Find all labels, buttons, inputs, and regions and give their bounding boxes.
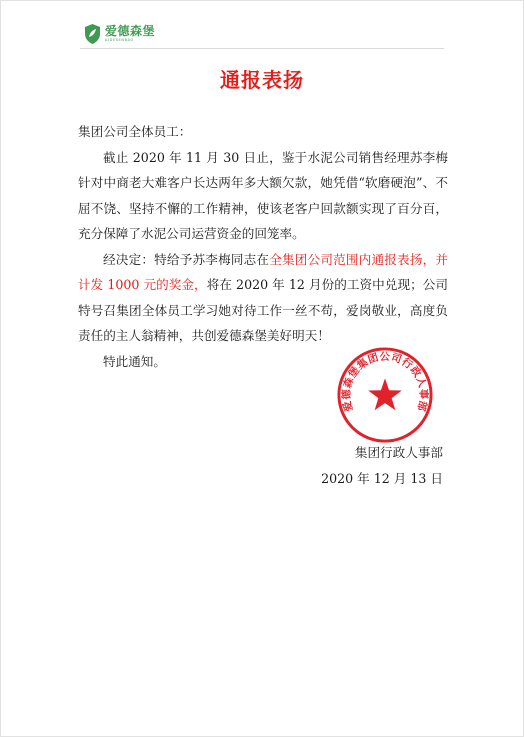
logo-name: 爱德森堡: [105, 24, 156, 39]
salutation: 集团公司全体员工：: [78, 124, 192, 139]
paragraph-1: 截止 2020 年 11 月 30 日止，鉴于水泥公司销售经理苏李梅针对中商老大难客户长达两年多大额欠款，她凭借“软磨硬泡”、不屈不饶、坚持不懈的工作精神，使该老客户回款额实现了百分百，充分保障了水泥公司运营资金的回笼率。: [78, 149, 448, 241]
issuing-department: 集团行政人事部: [354, 445, 443, 460]
issue-date: 2020 年 12 月 13 日: [321, 471, 443, 486]
official-seal-stamp: [336, 346, 434, 444]
paragraph-2-lead: 经决定：特给予苏李梅同志在: [103, 251, 270, 267]
svg-text:爱德森堡集团公司行政人事部: 爱德森堡集团公司行政人事部: [340, 350, 430, 413]
document-title: 通报表扬: [220, 68, 304, 92]
company-logo: [84, 23, 155, 45]
logo-subtitle: AIDESENBAO: [105, 38, 134, 43]
paragraph-2-tail: 将在 2020 年 12 月份的工资中兑现；公司特号召集团全体员工学习她对待工作一丝不苟，爱岗敬业，高度负责任的主人翁精神，共创爱德森堡美好明天！: [78, 277, 449, 343]
document-body: [78, 119, 448, 374]
header-divider: [80, 48, 444, 49]
closing-line: 特此通知。: [103, 353, 166, 369]
leaf-shield-icon: [84, 24, 101, 44]
signature-block: [321, 440, 443, 492]
paragraph-2: [78, 247, 448, 349]
paragraph-2-highlight: 全集团公司范围内通报表扬，并计发 1000 元的奖金，: [78, 251, 449, 292]
